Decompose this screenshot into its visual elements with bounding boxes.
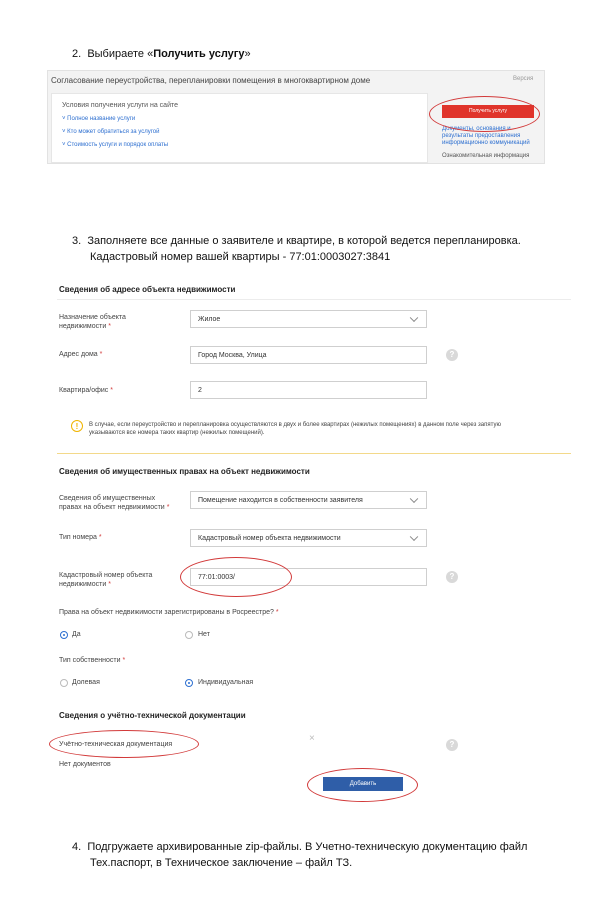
service-title: Согласование переустройства, перепланировки помещения в многоквартирном доме <box>51 76 371 85</box>
step-4-line1: Подгружаете архивированные zip-файлы. В Учетно-техническую документацию файл <box>87 841 528 853</box>
highlight-ellipse-cadastral <box>180 557 292 597</box>
service-link-who[interactable]: ˅ Кто может обратиться за услугой <box>62 129 160 135</box>
step-3-number: 3. <box>72 235 82 247</box>
rights-select[interactable]: Помещение находится в собственности заявителя <box>190 491 427 509</box>
radio-yes[interactable] <box>60 631 68 639</box>
radio-shared-label: Долевая <box>72 679 100 686</box>
help-icon[interactable]: ? <box>446 571 458 583</box>
registered-question: Права на объект недвижимости зарегистрированы в Росреестре? * <box>59 609 279 616</box>
rights-section-title: Сведения об имущественных правах на объект недвижимости <box>59 467 310 476</box>
radio-individual-label: Индивидуальная <box>198 679 254 686</box>
cadastral-label: Кадастровый номер объекта недвижимости * <box>59 572 153 588</box>
address-input[interactable]: Город Москва, Улица <box>190 346 427 364</box>
step-3-instruction <box>72 233 592 265</box>
chevron-down-icon <box>410 495 418 503</box>
radio-shared[interactable] <box>60 679 68 687</box>
radio-no[interactable] <box>185 631 193 639</box>
step-3-line2: Кадастровый номер вашей квартиры - 77:01:0003027:3841 <box>90 251 391 263</box>
application-form <box>57 283 571 803</box>
number-type-label: Тип номера * <box>59 534 102 541</box>
cadastral-input[interactable]: 77:01:0003/ <box>190 568 427 586</box>
radio-yes-label: Да <box>72 631 81 638</box>
service-link-cost[interactable]: ˅ Стоимость услуги и порядок оплаты <box>62 142 169 148</box>
step-2-text-suffix: » <box>244 48 251 60</box>
step-2-instruction <box>72 46 251 62</box>
radio-individual[interactable] <box>185 679 193 687</box>
step-2-number: 2. <box>72 48 82 60</box>
conditions-label: Условия получения услуги на сайте <box>62 102 179 109</box>
step-2-text-bold: Получить услугу <box>153 48 245 60</box>
notice-text: В случае, если переустройство и перепланировка осуществляются в двух и более квартирах (нежилых помещениях) в данном поле через запятую указываются все номера таких квартир (нежилых помещений). <box>89 422 501 436</box>
docs-section-title: Сведения о учётно-технической документации <box>59 711 246 720</box>
highlight-ellipse-add <box>307 768 418 802</box>
close-icon[interactable]: × <box>309 733 315 744</box>
purpose-select[interactable]: Жилое <box>190 310 427 328</box>
docs-label: Учётно-техническая документация <box>59 741 173 748</box>
flat-label: Квартира/офис * <box>59 387 113 394</box>
step-4-line2: Тех.паспорт, в Техническое заключение – файл ТЗ. <box>90 857 353 869</box>
help-icon[interactable]: ? <box>446 349 458 361</box>
step-3-line1: Заполняете все данные о заявителе и квартире, в которой ведется перепланировка. <box>87 235 521 247</box>
rights-label: Сведения об имущественных правах на объект недвижимости * <box>59 495 170 511</box>
chevron-down-icon <box>410 533 418 541</box>
divider <box>57 299 571 300</box>
address-label: Адрес дома * <box>59 351 103 358</box>
get-service-button[interactable]: Получить услугу <box>442 105 534 118</box>
step-4-instruction <box>72 839 592 871</box>
highlight-ellipse-docs <box>49 730 199 758</box>
no-docs-text: Нет документов <box>59 761 111 768</box>
step-4-number: 4. <box>72 841 82 853</box>
service-side-links[interactable]: Документы, основания и результаты предоставления информационно коммуникаций <box>442 126 530 146</box>
highlight-ellipse-get-service <box>429 96 540 132</box>
purpose-label: Назначение объекта недвижимости * <box>59 314 126 330</box>
address-section-title: Сведения об адресе объекта недвижимости <box>59 285 236 294</box>
service-link-name[interactable]: ˅ Полное название услуги <box>62 116 136 122</box>
service-conditions-panel <box>51 93 428 163</box>
flat-input[interactable]: 2 <box>190 381 427 399</box>
step-2-text-prefix: Выбираете « <box>87 48 154 60</box>
ownership-label: Тип собственности * <box>59 657 126 664</box>
number-type-select[interactable]: Кадастровый номер объекта недвижимости <box>190 529 427 547</box>
add-document-button[interactable]: Добавить <box>323 777 403 791</box>
help-icon[interactable]: ? <box>446 739 458 751</box>
divider <box>57 453 571 454</box>
chevron-down-icon <box>410 314 418 322</box>
service-corner-text: Версия <box>513 76 534 82</box>
service-side-note: Ознакомительная информация <box>442 153 530 159</box>
radio-no-label: Нет <box>198 631 210 638</box>
warning-icon: ! <box>71 420 83 432</box>
